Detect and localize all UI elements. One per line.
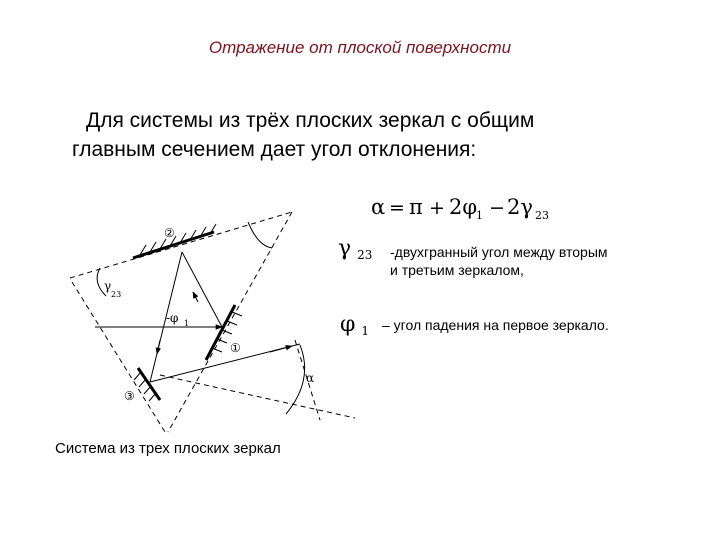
construction-lines bbox=[70, 212, 355, 432]
mirror-2-label: ② bbox=[164, 226, 175, 240]
angle-phi-label: -φ bbox=[166, 311, 179, 325]
angle-phi-sub: 1 bbox=[184, 319, 190, 328]
definition-phi-line1: – угол падения на первое зеркало. bbox=[382, 317, 609, 333]
mirror-1-label: ① bbox=[230, 341, 241, 355]
formula-eq: = bbox=[389, 197, 405, 219]
dashed-line-left bbox=[72, 282, 165, 432]
dashed-line-top bbox=[70, 212, 292, 278]
phi-symbol: φ bbox=[340, 312, 356, 337]
figure-caption: Система из трех плоских зеркал bbox=[55, 440, 281, 457]
angle-gamma-label: γ bbox=[104, 279, 112, 293]
alpha-arc bbox=[286, 345, 305, 414]
definition-gamma-line2: и третьим зеркалом, bbox=[390, 262, 524, 278]
formula-pi: π bbox=[409, 195, 423, 219]
definition-gamma-line1: -двухгранный угол между вторым bbox=[390, 244, 608, 260]
dashed-line-bottom bbox=[160, 375, 355, 418]
intro-line-2: главным сечением дает угол отклонения: bbox=[72, 138, 477, 161]
gamma-symbol: γ bbox=[338, 236, 352, 261]
ray-1-2 bbox=[182, 252, 222, 327]
formula-plus: + bbox=[429, 197, 445, 219]
angle-gamma-sub: 23 bbox=[111, 290, 122, 299]
formula-term1-sub: 1 bbox=[476, 209, 483, 222]
intro-line-1: Для системы из трёх плоских зеркал с общим bbox=[86, 109, 535, 132]
top-right-arc bbox=[248, 222, 272, 248]
formula-term1: 2φ bbox=[449, 195, 478, 219]
phi-subscript: 1 bbox=[361, 324, 370, 338]
angle-alpha-label: α bbox=[306, 371, 315, 385]
formula-minus: − bbox=[489, 197, 505, 219]
formula-term2: 2γ bbox=[507, 195, 533, 219]
gamma-subscript: 23 bbox=[357, 248, 373, 262]
mirror-3 bbox=[134, 368, 160, 401]
formula-alpha: α bbox=[371, 195, 386, 219]
mirror-3-label: ③ bbox=[124, 389, 135, 403]
ray-path bbox=[95, 252, 300, 382]
slide-title: Отражение от плоской поверхности bbox=[208, 38, 512, 57]
formula-term2-sub: 23 bbox=[535, 209, 549, 222]
